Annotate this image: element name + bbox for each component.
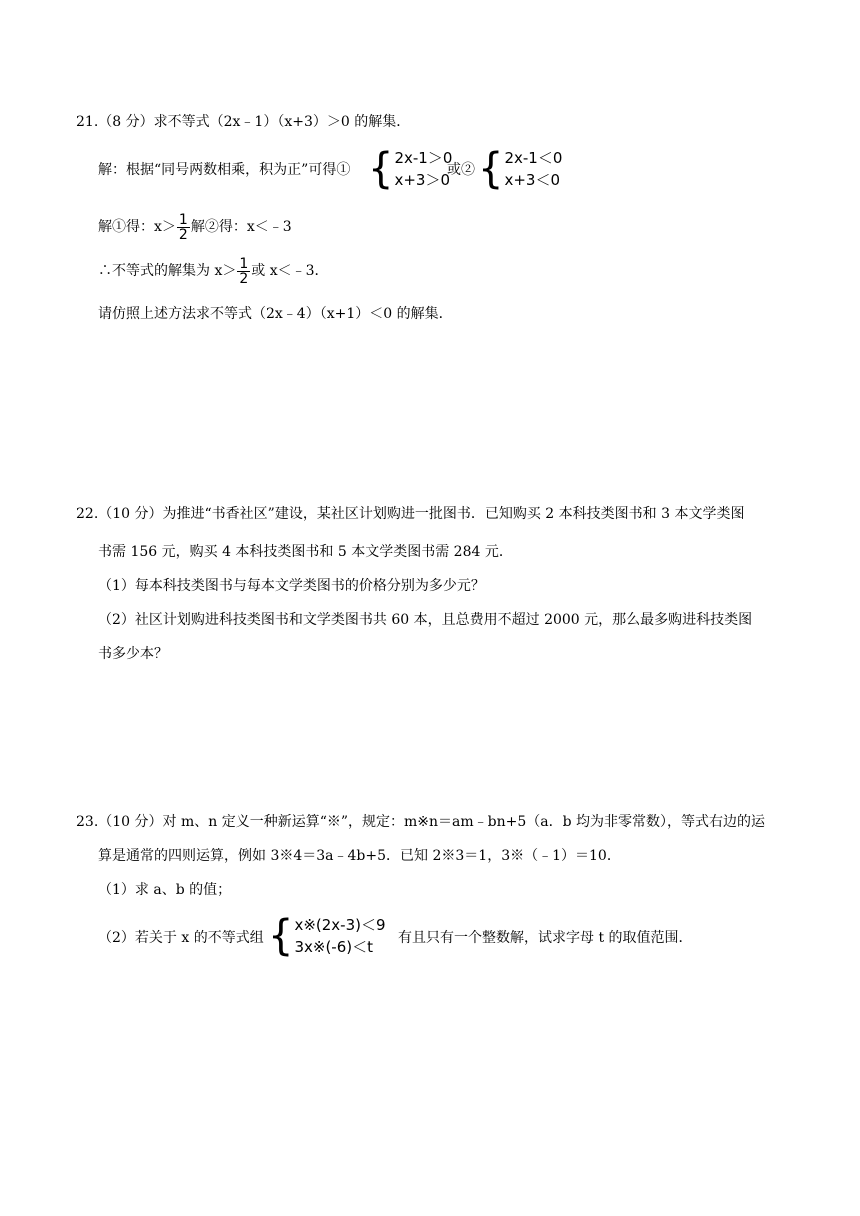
q21-system-1-row-2: x+3＞0 [394,171,450,189]
q21-or-two: 或② [447,162,475,178]
q21-system-2 [478,144,563,194]
q21-system-2-row-1: 2x-1＜0 [504,149,563,167]
q21-solution-set [98,256,329,286]
q23-sub-2-prefix: （2）若关于 x 的不等式组 [98,930,264,946]
q21-solve-b: 解②得：x＜﹣3 [190,219,292,235]
q22-sub-1: （1）每本科技类图书与每本文学类图书的价格分别为多少元？ [98,578,485,594]
brace-symbol: { [478,144,504,194]
q23-line-1: 23.（10 分）对 m、n 定义一种新运算“※”，规定：m※n＝am﹣bn+5（a．b 均为非零常数），等式右边的运 [76,814,766,830]
q23-system [268,911,386,961]
q23-system-row-2: 3x※(-6)＜t [294,938,373,956]
q21-solution-set-a: ∴不等式的解集为 x＞ [98,263,237,279]
fraction-one-half: $\frac{1}{2}$ [239,255,249,287]
q22-line-1: 22.（10 分）为推进“书香社区”建设，某社区计划购进一批图书．已知购买 2 本科技类图书和 3 本文学类图 [76,506,745,522]
q23-sub-2-suffix: 有且只有一个整数解，试求字母 t 的取值范围． [398,930,693,946]
q21-system-1 [368,144,453,194]
fraction-one-half: $\frac{1}{2}$ [178,211,188,243]
q22-line-2: 书需 156 元，购买 4 本科技类图书和 5 本文学类图书需 284 元． [98,544,513,560]
q23-line-2: 算是通常的四则运算，例如 3※4＝3a﹣4b+5．已知 2※3＝1，3※（﹣1）＝10． [98,848,621,864]
brace-symbol: { [368,144,394,194]
q21-solution-set-b: 或 x＜﹣3． [251,263,329,279]
q21-solve-a: 解①得：x＞ [98,219,176,235]
q21-system-1-row-1: 2x-1＞0 [394,149,453,167]
q21-system-2-row-2: x+3＜0 [504,171,560,189]
q21-solution-prefix: 解：根据“同号两数相乘，积为正”可得① [98,162,351,178]
q23-system-row-1: x※(2x-3)＜9 [294,916,386,934]
q21-task: 请仿照上述方法求不等式（2x﹣4）（x+1）＜0 的解集． [98,306,453,322]
q22-sub-2-line-1: （2）社区计划购进科技类图书和文学类图书共 60 本，且总费用不超过 2000 元，那么最多购进科技类图 [98,612,753,628]
q23-sub-1: （1）求 a、b 的值； [98,882,232,898]
brace-symbol: { [268,911,294,961]
q21-solve-line [98,212,292,242]
q21-title: 21.（8 分）求不等式（2x﹣1）（x+3）＞0 的解集． [76,114,411,130]
q22-sub-2-line-2: 书多少本？ [98,646,168,662]
